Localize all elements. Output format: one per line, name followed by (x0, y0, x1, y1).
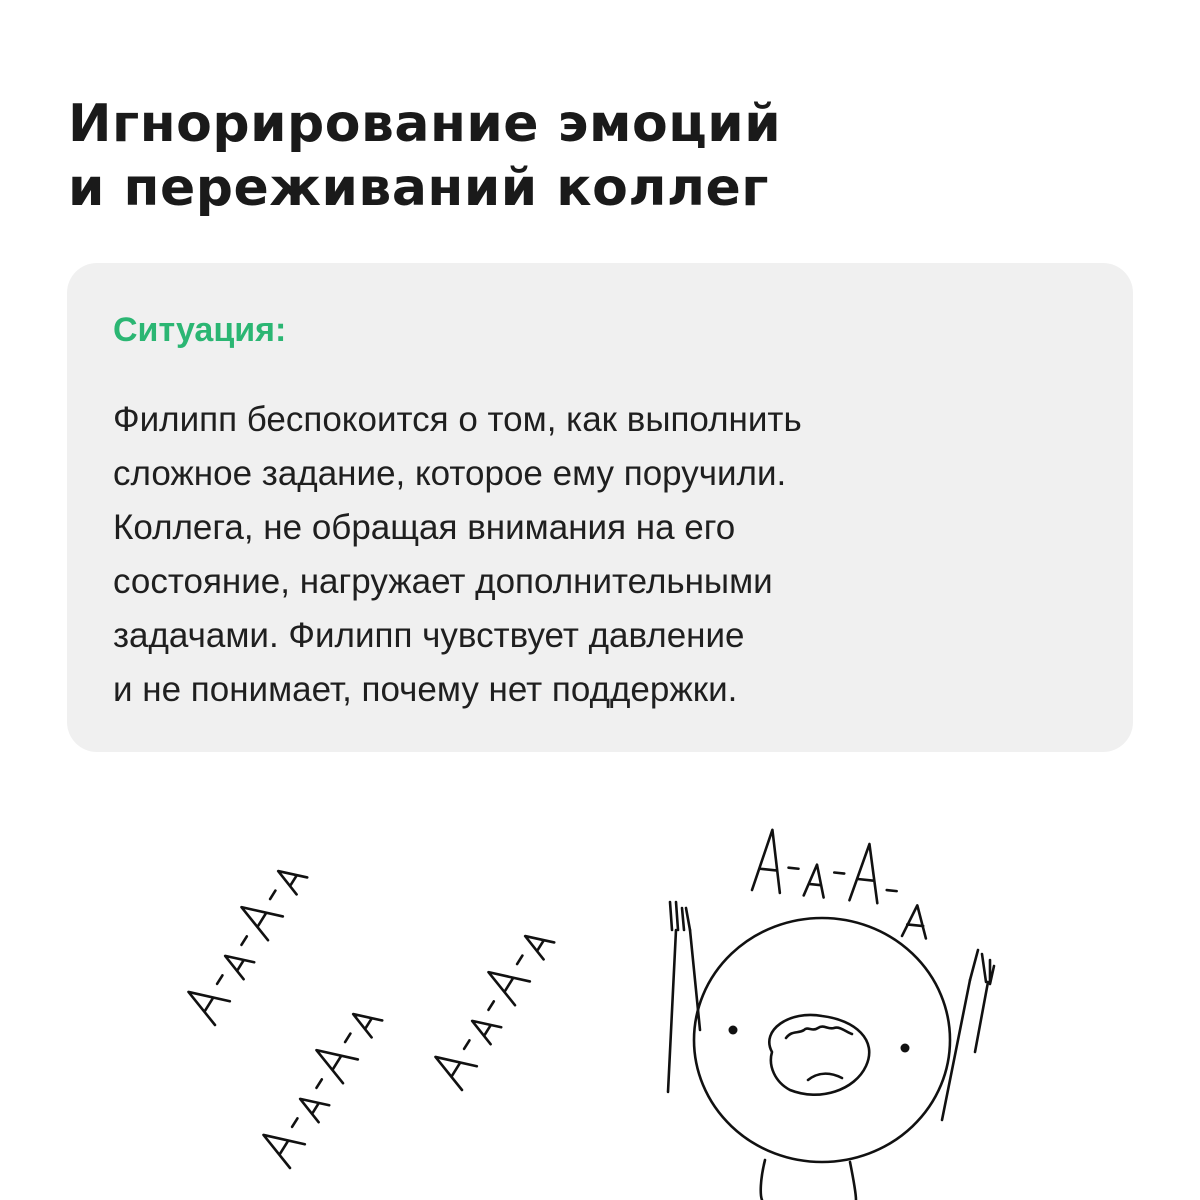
situation-text (113, 393, 1113, 717)
shout-text-group-3 (428, 921, 554, 1090)
shout-text-group-2 (256, 999, 382, 1168)
situation-text-line: состояние, нагружает дополнительными (113, 562, 773, 601)
situation-text-line: и не понимает, почему нет поддержки. (113, 670, 738, 709)
screaming-person-illustration (0, 790, 1200, 1200)
title-line-2: и переживаний коллег (68, 158, 769, 218)
left-eye (729, 1026, 738, 1035)
situation-text-line: сложное задание, которое ему поручили. (113, 454, 787, 493)
left-arm (668, 930, 700, 1092)
situation-text-line: Филипп беспокоится о том, как выполнить (113, 400, 802, 439)
page-title (68, 92, 781, 220)
situation-card (67, 263, 1133, 752)
situation-label: Ситуация: (113, 311, 287, 349)
right-eye (901, 1044, 910, 1053)
shout-text-group-1 (181, 856, 307, 1025)
screaming-person-doodle-icon (0, 790, 1200, 1200)
situation-text-line: Коллега, не обращая внимания на его (113, 508, 736, 547)
title-line-1: Игнорирование эмоций (68, 94, 782, 154)
situation-text-line: задачами. Филипп чувствует давление (113, 616, 745, 655)
head-shape (694, 918, 950, 1162)
shout-text-group-4 (749, 828, 936, 938)
